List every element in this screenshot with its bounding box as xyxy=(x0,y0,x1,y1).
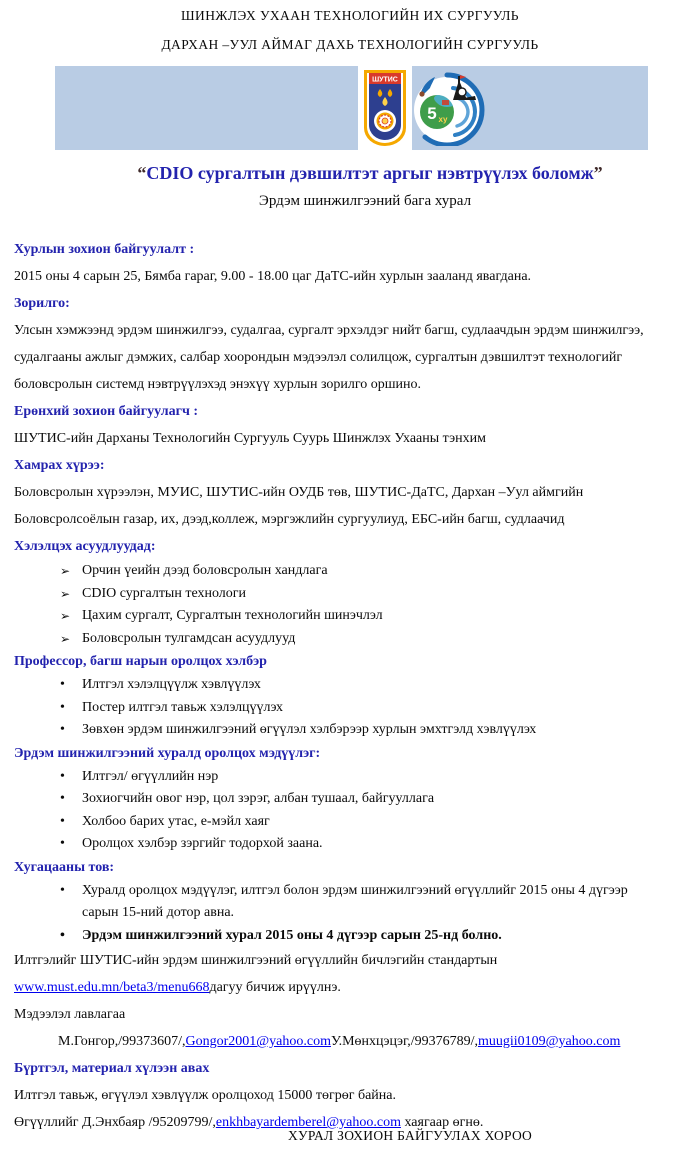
contact2-name: У.Мөнхцэцэг,/99376789/, xyxy=(330,1034,478,1049)
arrow-bullet-icon: ➢ xyxy=(60,586,71,601)
list-item: ➢ Цахим сургалт, Сургалтын технологийн шинэчлэл xyxy=(14,605,662,628)
dot-bullet-icon: • xyxy=(60,882,65,898)
dot-bullet-icon: • xyxy=(60,677,65,692)
svg-text:ху: ху xyxy=(438,115,448,124)
standard-intro-text: Илтгэлийг ШУТИС-ийн эрдэм шинжилгээний өгүүллийн бичлэгийн стандартын xyxy=(14,953,498,968)
list-item: • Илтгэл хэлэлцүүлж хэвлүүлэх xyxy=(14,674,662,697)
letterhead xyxy=(0,0,700,53)
contacts-line xyxy=(14,1028,662,1055)
list-item: • Зохиогчийн овог нэр, цол зэрэг, албан тушаал, байгууллага xyxy=(14,788,662,811)
svg-text:ШУТИС: ШУТИС xyxy=(372,76,398,84)
section-heading-topics: Хэлэлцэх асуудлуудад: xyxy=(14,539,156,554)
section-heading-registration: Бүртгэл, материал хүлээн авах xyxy=(14,1061,210,1076)
list-item: ➢ Боловсролын тулгамдсан асуудлууд xyxy=(14,628,662,651)
goal-text: Улсын хэмжээнд эрдэм шинжилгээ, судалгаа, сургалт эрхэлдэг нийт багш, судлаачдын эрдэм шинжилгээ, судалгааны ажлыг дэмжих, салбар хоорондын мэдээлэл солилцож, сургалтын дэвшилтэт технологийг боловсролын системд нэвтрүүлэхэд энэхүү хурлын зорилго оршино. xyxy=(14,323,644,392)
section-heading-organization: Хурлын зохион байгуулалт : xyxy=(14,242,195,257)
dot-bullet-icon: • xyxy=(60,791,65,806)
scope-text: Боловсролын хүрээлэн, МУИС, ШУТИС-ийн ОУДБ төв, ШУТИС-ДаТС, Дархан –Уул аймгийн Боловсролсоёлын газар, их, дээд,коллеж, мэргэжлийн сургуулиуд, ЕБС-ийн багш, судлаачид xyxy=(14,485,584,527)
anniversary-circle-icon xyxy=(409,70,485,146)
section-heading-organizer: Ерөнхий зохион байгуулагч : xyxy=(14,404,198,419)
dot-bullet-icon: • xyxy=(60,699,65,715)
dot-bullet-icon: • xyxy=(60,813,65,829)
arrow-bullet-icon: ➢ xyxy=(60,631,71,646)
organization-text: 2015 оны 4 сарын 25, Бямба гараг, 9.00 - 18.00 цаг ДаТС-ийн хурлын зааланд явагдана. xyxy=(14,269,532,284)
contact1-name: М.Гонгор,/99373607/, xyxy=(58,1034,186,1049)
title-text: CDIO сургалтын дэвшилтэт аргыг нэвтрүүлэх боломж xyxy=(146,163,594,183)
document-body xyxy=(0,236,700,1136)
section-heading-scope: Хамрах хүрээ: xyxy=(14,458,105,473)
arrow-bullet-icon: ➢ xyxy=(60,564,71,578)
title-open-quote: “ xyxy=(137,163,147,183)
list-item: • Хуралд оролцох мэдүүлэг, илтгэл болон эрдэм шинжилгээний өгүүллийг 2015 оны 4 дүгээр сарын 15-ний дотор авна. xyxy=(14,880,662,925)
school-name: ДАРХАН –УУЛ АЙМАГ ДАХЬ ТЕХНОЛОГИЙН СУРГУУЛЬ xyxy=(161,37,539,52)
dot-bullet-icon: • xyxy=(60,836,65,851)
article-before-link-text: Өгүүллийг Д.Энхбаяр /95209799/, xyxy=(14,1115,216,1130)
article-after-link-text: хаягаар өгнө. xyxy=(400,1115,484,1130)
standard-url-link[interactable]: www.must.edu.mn/beta3/menu668 xyxy=(14,980,210,995)
contact2-email-link[interactable]: muugii0109@yahoo.com xyxy=(477,1034,621,1049)
conference-subtitle: Эрдэм шинжилгээний бага хурал xyxy=(258,193,472,209)
list-item: ➢ CDIO сургалтын технологи xyxy=(14,583,662,606)
list-item: • Постер илтгэл тавьж хэлэлцүүлэх xyxy=(14,697,662,720)
logo-banner xyxy=(55,66,648,150)
list-item: • Оролцох хэлбэр зэргийг тодорхой заана. xyxy=(14,833,662,856)
application-list xyxy=(14,766,662,856)
shutis-shield-logo xyxy=(358,66,412,150)
standard-link-line xyxy=(14,974,662,1001)
anniversary-logo xyxy=(409,70,485,146)
title-close-quote: ” xyxy=(593,163,603,183)
dot-bullet-icon: • xyxy=(60,927,65,943)
standard-after-link-text: дагуу бичиж ирүүлнэ. xyxy=(209,980,341,995)
registration-text: Илтгэл тавьж, өгүүлэл хэвлүүлж оролцоход 15000 төгрөг байна. xyxy=(14,1088,397,1103)
deadline-list xyxy=(14,880,662,948)
organizing-committee-signature: ХУРАЛ ЗОХИОН БАЙГУУЛАХ ХОРОО xyxy=(288,1128,533,1143)
shutis-shield-icon xyxy=(361,69,409,147)
dot-bullet-icon: • xyxy=(60,768,65,784)
participation-list xyxy=(14,674,662,742)
list-item: ➢ Орчин үеийн дээд боловсролын хандлага xyxy=(14,560,662,583)
contact1-email-link[interactable]: Gongor2001@yahoo.com xyxy=(185,1034,331,1049)
list-item: • Эрдэм шинжилгээний хурал 2015 оны 4 дүгээр сарын 25-нд болно. xyxy=(14,925,662,948)
info-heading: Мэдээлэл лавлагаа xyxy=(14,1007,126,1022)
list-item: • Илтгэл/ өгүүллийн нэр xyxy=(14,766,662,789)
organizer-text: ШУТИС-ийн Дарханы Технологийн Сургууль Суурь Шинжлэх Ухааны тэнхим xyxy=(14,431,486,446)
svg-text:5: 5 xyxy=(427,104,437,123)
arrow-bullet-icon: ➢ xyxy=(60,609,71,623)
section-heading-deadline: Хугацааны тов: xyxy=(14,859,115,875)
list-item: • Зөвхөн эрдэм шинжилгээний өгүүлэл хэлбэрээр хурлын эмхтгэлд хэвлүүлэх xyxy=(14,719,662,742)
article-email-link[interactable]: enkhbayardemberel@yahoo.com xyxy=(215,1115,401,1130)
list-item: • Холбоо барих утас, е-мэйл хаяг xyxy=(14,811,662,834)
dot-bullet-icon: • xyxy=(60,722,65,737)
university-name: ШИНЖЛЭХ УХААН ТЕХНОЛОГИЙН ИХ СУРГУУЛЬ xyxy=(181,8,519,23)
topics-list xyxy=(14,560,662,650)
section-heading-goal: Зорилго: xyxy=(14,296,70,311)
section-heading-participation: Профессор, багш нарын оролцох хэлбэр xyxy=(14,654,267,669)
conference-title xyxy=(0,161,700,185)
section-heading-application: Эрдэм шинжилгээний хуралд оролцох мэдүүлэг: xyxy=(14,745,321,761)
